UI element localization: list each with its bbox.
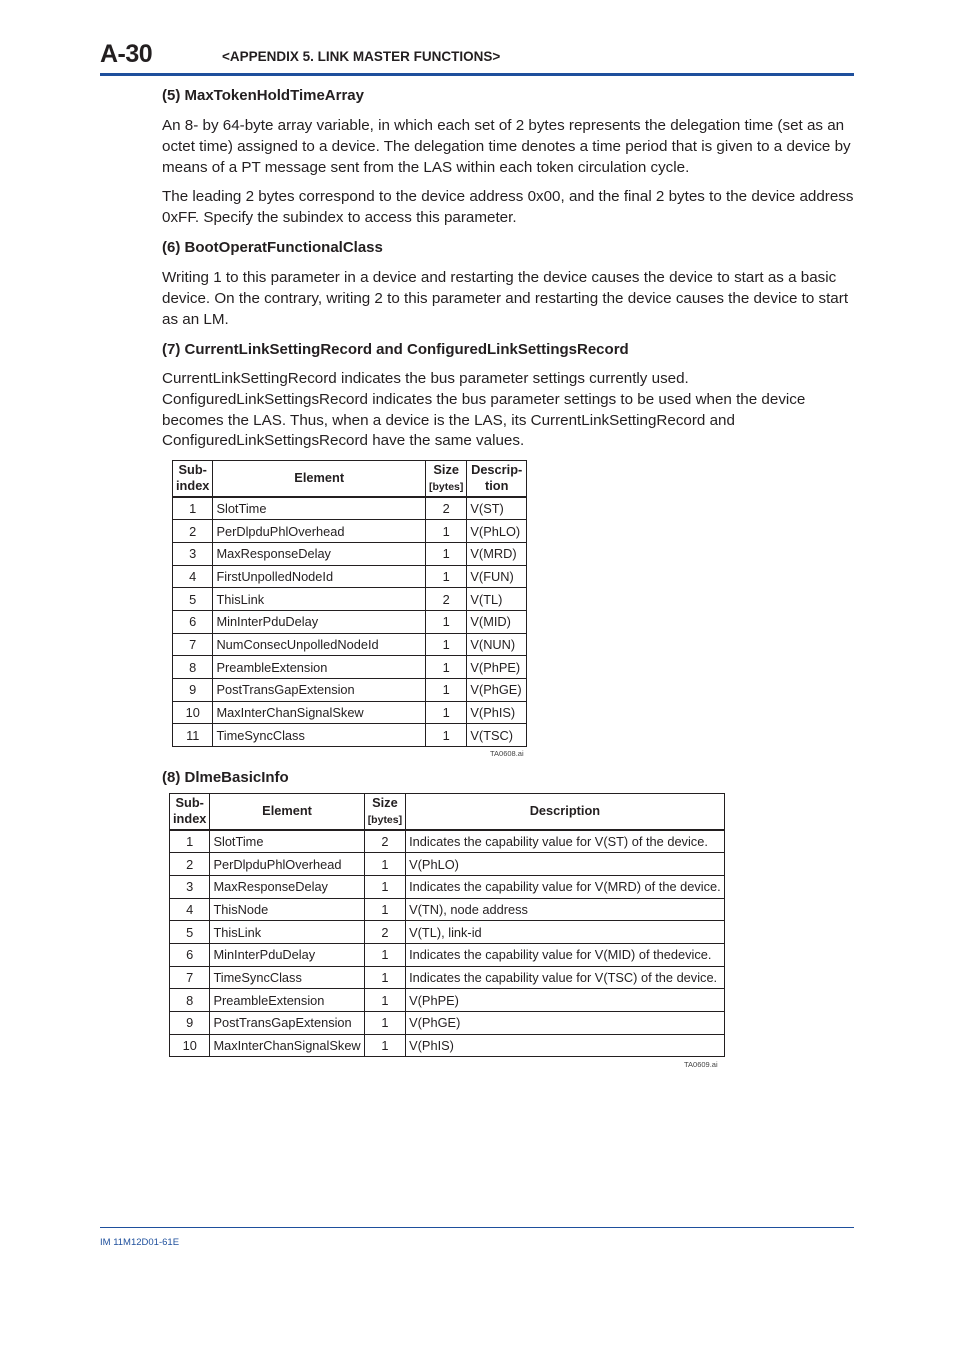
- subindex-cell: 11: [173, 724, 213, 747]
- description-cell: V(PhGE): [467, 679, 527, 702]
- description-cell: V(NUN): [467, 633, 527, 656]
- description-cell: V(ST): [467, 497, 527, 520]
- element-cell: ThisNode: [210, 898, 364, 921]
- table-row: [170, 989, 725, 1012]
- subindex-cell: 3: [170, 875, 210, 898]
- subindex-cell: 8: [173, 656, 213, 679]
- element-header: Element: [213, 461, 426, 497]
- element-cell: PreambleExtension: [210, 989, 364, 1012]
- subindex-cell: 5: [170, 921, 210, 944]
- section-6-heading: (6) BootOperatFunctionalClass: [162, 239, 383, 256]
- table-row: [173, 610, 527, 633]
- footer-rule: [100, 1227, 854, 1228]
- size-cell: 1: [425, 679, 466, 702]
- size-cell: 1: [425, 633, 466, 656]
- element-cell: MaxResponseDelay: [213, 542, 426, 565]
- description-cell: V(FUN): [467, 565, 527, 588]
- table-row: [170, 1012, 725, 1035]
- section-5-paragraph-1: An 8- by 64-byte array variable, in which each set of 2 bytes represents the delegation time (set as an octet time) assigned to a device. The delegation time denotes a time period that is given to a device by means of a PT message sent from the LAS within each token circulation cycle.: [162, 117, 851, 176]
- table-row: [173, 724, 527, 747]
- dlme-basic-info-table: [169, 793, 725, 1057]
- size-cell: 2: [364, 921, 405, 944]
- subindex-cell: 6: [170, 943, 210, 966]
- size-cell: 1: [364, 875, 405, 898]
- description-cell: V(PhLO): [467, 520, 527, 543]
- size-cell: 1: [425, 542, 466, 565]
- table-row: [173, 701, 527, 724]
- element-cell: PostTransGapExtension: [213, 679, 426, 702]
- table-row: [173, 542, 527, 565]
- element-cell: ThisLink: [210, 921, 364, 944]
- size-cell: 2: [425, 588, 466, 611]
- size-cell: 1: [364, 1034, 405, 1057]
- table-row: [170, 830, 725, 853]
- size-cell: 2: [364, 830, 405, 853]
- size-cell: 1: [425, 610, 466, 633]
- description-cell: V(MID): [467, 610, 527, 633]
- table-header-row: [170, 794, 725, 830]
- element-cell: MaxInterChanSignalSkew: [210, 1034, 364, 1057]
- subindex-header: Sub- index: [173, 461, 213, 497]
- size-cell: 2: [425, 497, 466, 520]
- element-cell: PreambleExtension: [213, 656, 426, 679]
- description-cell: V(PhGE): [406, 1012, 725, 1035]
- element-cell: MaxInterChanSignalSkew: [213, 701, 426, 724]
- element-cell: MinInterPduDelay: [210, 943, 364, 966]
- description-cell: V(TL): [467, 588, 527, 611]
- subindex-header: Sub- index: [170, 794, 210, 830]
- description-cell: Indicates the capability value for V(TSC) of the device.: [406, 966, 725, 989]
- subindex-cell: 7: [170, 966, 210, 989]
- description-cell: Indicates the capability value for V(MRD) of the device.: [406, 875, 725, 898]
- table-row: [173, 520, 527, 543]
- description-cell: Indicates the capability value for V(MID) of thedevice.: [406, 943, 725, 966]
- table-row: [170, 1034, 725, 1057]
- table-row: [173, 679, 527, 702]
- section-5-paragraph-2: The leading 2 bytes correspond to the device address 0x00, and the final 2 bytes to the device address 0xFF. Specify the subindex to access this parameter.: [162, 188, 854, 226]
- element-cell: PerDlpduPhlOverhead: [210, 853, 364, 876]
- footer-doc-id: IM 11M12D01-61E: [100, 1237, 180, 1248]
- table-row: [173, 565, 527, 588]
- section-5-heading: (5) MaxTokenHoldTimeArray: [162, 87, 364, 104]
- section-8-heading: (8) DlmeBasicInfo: [162, 769, 289, 786]
- subindex-cell: 1: [170, 830, 210, 853]
- description-cell: V(TL), link-id: [406, 921, 725, 944]
- subindex-cell: 8: [170, 989, 210, 1012]
- subindex-cell: 10: [173, 701, 213, 724]
- description-header: Descrip- tion: [467, 461, 527, 497]
- element-cell: ThisLink: [213, 588, 426, 611]
- description-cell: V(PhIS): [467, 701, 527, 724]
- subindex-cell: 2: [173, 520, 213, 543]
- size-cell: 1: [364, 943, 405, 966]
- subindex-cell: 4: [173, 565, 213, 588]
- size-cell: 1: [425, 701, 466, 724]
- size-header: Size [bytes]: [364, 794, 405, 830]
- table-row: [173, 497, 527, 520]
- table-row: [173, 633, 527, 656]
- size-cell: 1: [425, 565, 466, 588]
- element-cell: MinInterPduDelay: [213, 610, 426, 633]
- element-cell: FirstUnpolledNodeId: [213, 565, 426, 588]
- size-cell: 1: [425, 520, 466, 543]
- size-cell: 1: [364, 898, 405, 921]
- table-row: [170, 966, 725, 989]
- table-row: [170, 853, 725, 876]
- element-cell: SlotTime: [213, 497, 426, 520]
- figure-reference: TA0609.ai: [684, 1060, 718, 1069]
- size-cell: 1: [364, 1012, 405, 1035]
- table-row: [173, 656, 527, 679]
- subindex-cell: 1: [173, 497, 213, 520]
- element-cell: NumConsecUnpolledNodeId: [213, 633, 426, 656]
- description-cell: V(PhPE): [406, 989, 725, 1012]
- description-cell: V(PhPE): [467, 656, 527, 679]
- description-header: Description: [406, 794, 725, 830]
- element-cell: MaxResponseDelay: [210, 875, 364, 898]
- link-setting-record-table: [172, 460, 527, 747]
- size-cell: 1: [364, 966, 405, 989]
- subindex-cell: 9: [173, 679, 213, 702]
- subindex-cell: 10: [170, 1034, 210, 1057]
- element-cell: SlotTime: [210, 830, 364, 853]
- description-cell: V(TN), node address: [406, 898, 725, 921]
- subindex-cell: 6: [173, 610, 213, 633]
- size-cell: 1: [364, 853, 405, 876]
- element-header: Element: [210, 794, 364, 830]
- element-cell: PostTransGapExtension: [210, 1012, 364, 1035]
- size-cell: 1: [425, 724, 466, 747]
- description-cell: V(TSC): [467, 724, 527, 747]
- subindex-cell: 7: [173, 633, 213, 656]
- subindex-cell: 4: [170, 898, 210, 921]
- description-cell: V(PhIS): [406, 1034, 725, 1057]
- header-rule: [100, 73, 854, 76]
- section-7-heading: (7) CurrentLinkSettingRecord and ConfiguredLinkSettingsRecord: [162, 341, 629, 358]
- description-cell: V(MRD): [467, 542, 527, 565]
- subindex-cell: 5: [173, 588, 213, 611]
- subindex-cell: 2: [170, 853, 210, 876]
- element-cell: TimeSyncClass: [210, 966, 364, 989]
- description-cell: Indicates the capability value for V(ST) of the device.: [406, 830, 725, 853]
- subindex-cell: 9: [170, 1012, 210, 1035]
- section-6-paragraph-1: Writing 1 to this parameter in a device and restarting the device causes the device to start as a basic device. On the contrary, writing 2 to this parameter and restarting the device causes the device to start as an LM.: [162, 269, 849, 328]
- description-cell: V(PhLO): [406, 853, 725, 876]
- table-row: [170, 921, 725, 944]
- size-cell: 1: [425, 656, 466, 679]
- table-row: [170, 875, 725, 898]
- table-row: [170, 943, 725, 966]
- figure-reference: TA0608.ai: [490, 749, 524, 758]
- table-row: [173, 588, 527, 611]
- table-header-row: [173, 461, 527, 497]
- table-row: [170, 898, 725, 921]
- section-7-paragraph-1: CurrentLinkSettingRecord indicates the bus parameter settings currently used. ConfiguredLinkSettingsRecord indicates the bus parameter settings to be used when the device becomes the LAS. Thus, when a device is the LAS, its CurrentLinkSettingRecord and ConfiguredLinkSettingsRecord have the same values.: [162, 370, 806, 450]
- size-cell: 1: [364, 989, 405, 1012]
- element-cell: PerDlpduPhlOverhead: [213, 520, 426, 543]
- page-header-title: <APPENDIX 5. LINK MASTER FUNCTIONS>: [222, 49, 501, 64]
- size-header: Size [bytes]: [425, 461, 466, 497]
- element-cell: TimeSyncClass: [213, 724, 426, 747]
- page-number: A-30: [100, 40, 153, 68]
- subindex-cell: 3: [173, 542, 213, 565]
